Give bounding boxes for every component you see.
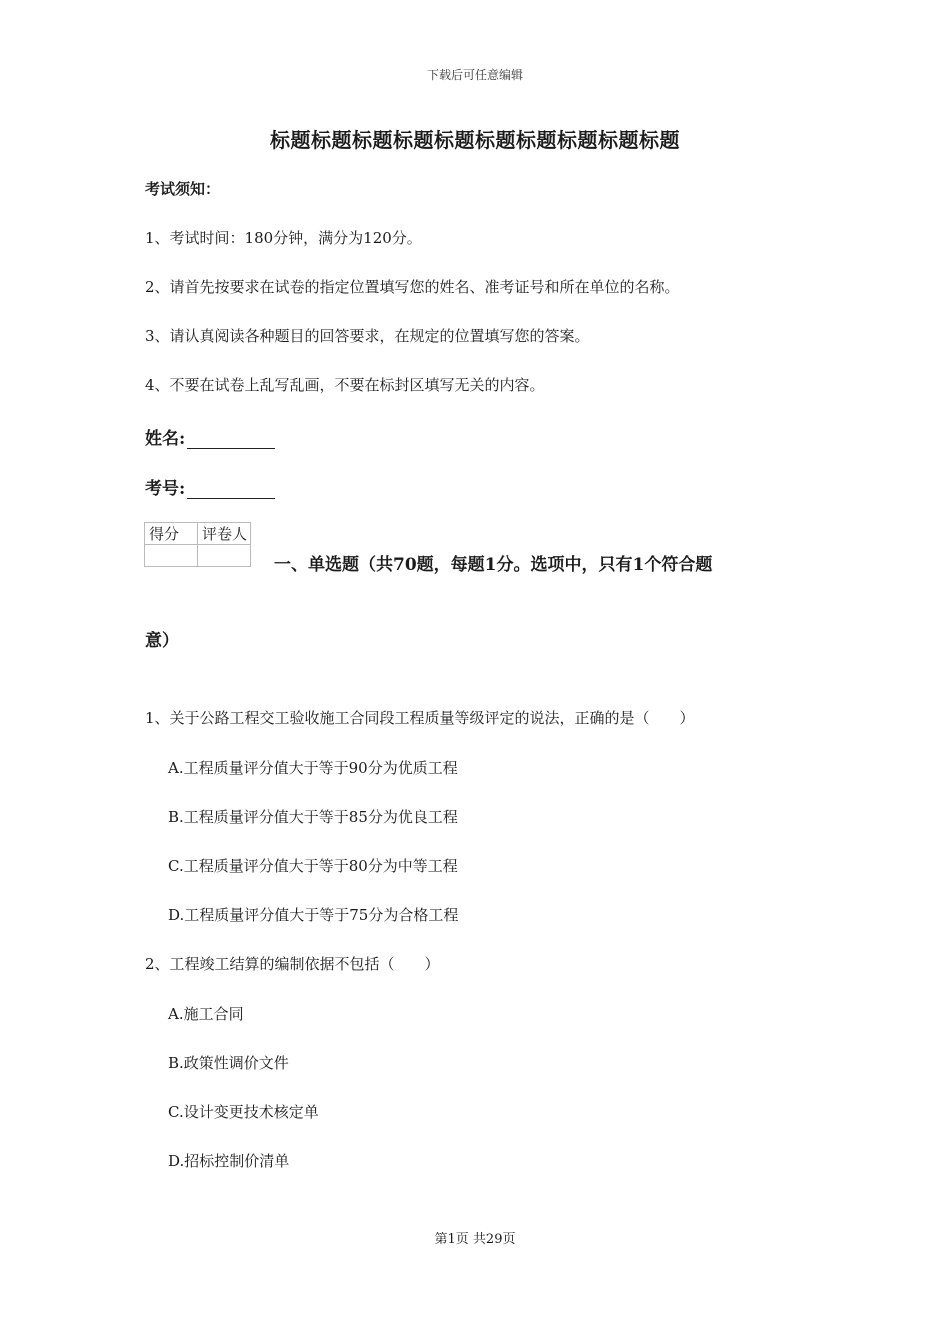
question-option: B.政策性调价文件 xyxy=(168,1054,289,1072)
notice-item: 2、请首先按要求在试卷的指定位置填写您的姓名、准考证号和所在单位的名称。 xyxy=(145,278,680,296)
score-cell xyxy=(145,545,198,567)
grader-header: 评卷人 xyxy=(198,523,251,545)
notice-item: 3、请认真阅读各种题目的回答要求，在规定的位置填写您的答案。 xyxy=(145,327,590,345)
notice-item: 4、不要在试卷上乱写乱画，不要在标封区填写无关的内容。 xyxy=(145,376,545,394)
name-label: 姓名: xyxy=(145,429,186,449)
question-option: C.工程质量评分值大于等于80分为中等工程 xyxy=(168,857,458,875)
id-field xyxy=(145,474,275,499)
question-option: B.工程质量评分值大于等于85分为优良工程 xyxy=(168,808,458,826)
question-text: 2、工程竣工结算的编制依据不包括（ ） xyxy=(145,955,440,973)
section-title: 一、单选题（共70题，每题1分。选项中，只有1个符合题 xyxy=(274,555,713,575)
header-note: 下载后可任意编辑 xyxy=(426,68,523,82)
question-option: C.设计变更技术核定单 xyxy=(168,1103,319,1121)
score-table xyxy=(144,522,251,567)
notice-item: 1、考试时间：180分钟，满分为120分。 xyxy=(145,229,422,247)
grader-cell xyxy=(198,545,251,567)
page-footer: 第1页 共29页 xyxy=(434,1232,516,1247)
question-option: A.施工合同 xyxy=(168,1005,244,1023)
id-label: 考号: xyxy=(145,479,186,499)
question-option: A.工程质量评分值大于等于90分为优质工程 xyxy=(168,759,458,777)
section-title-continued: 意） xyxy=(145,631,179,651)
name-field xyxy=(145,424,275,449)
name-blank-line[interactable] xyxy=(187,432,275,449)
notice-heading: 考试须知： xyxy=(145,180,221,198)
id-blank-line[interactable] xyxy=(187,482,275,499)
question-option: D.工程质量评分值大于等于75分为合格工程 xyxy=(168,906,459,924)
score-header: 得分 xyxy=(145,523,198,545)
question-option: D.招标控制价清单 xyxy=(168,1152,290,1170)
question-text: 1、关于公路工程交工验收施工合同段工程质量等级评定的说法，正确的是（ ） xyxy=(145,709,695,727)
document-title: 标题标题标题标题标题标题标题标题标题标题 xyxy=(270,128,680,152)
